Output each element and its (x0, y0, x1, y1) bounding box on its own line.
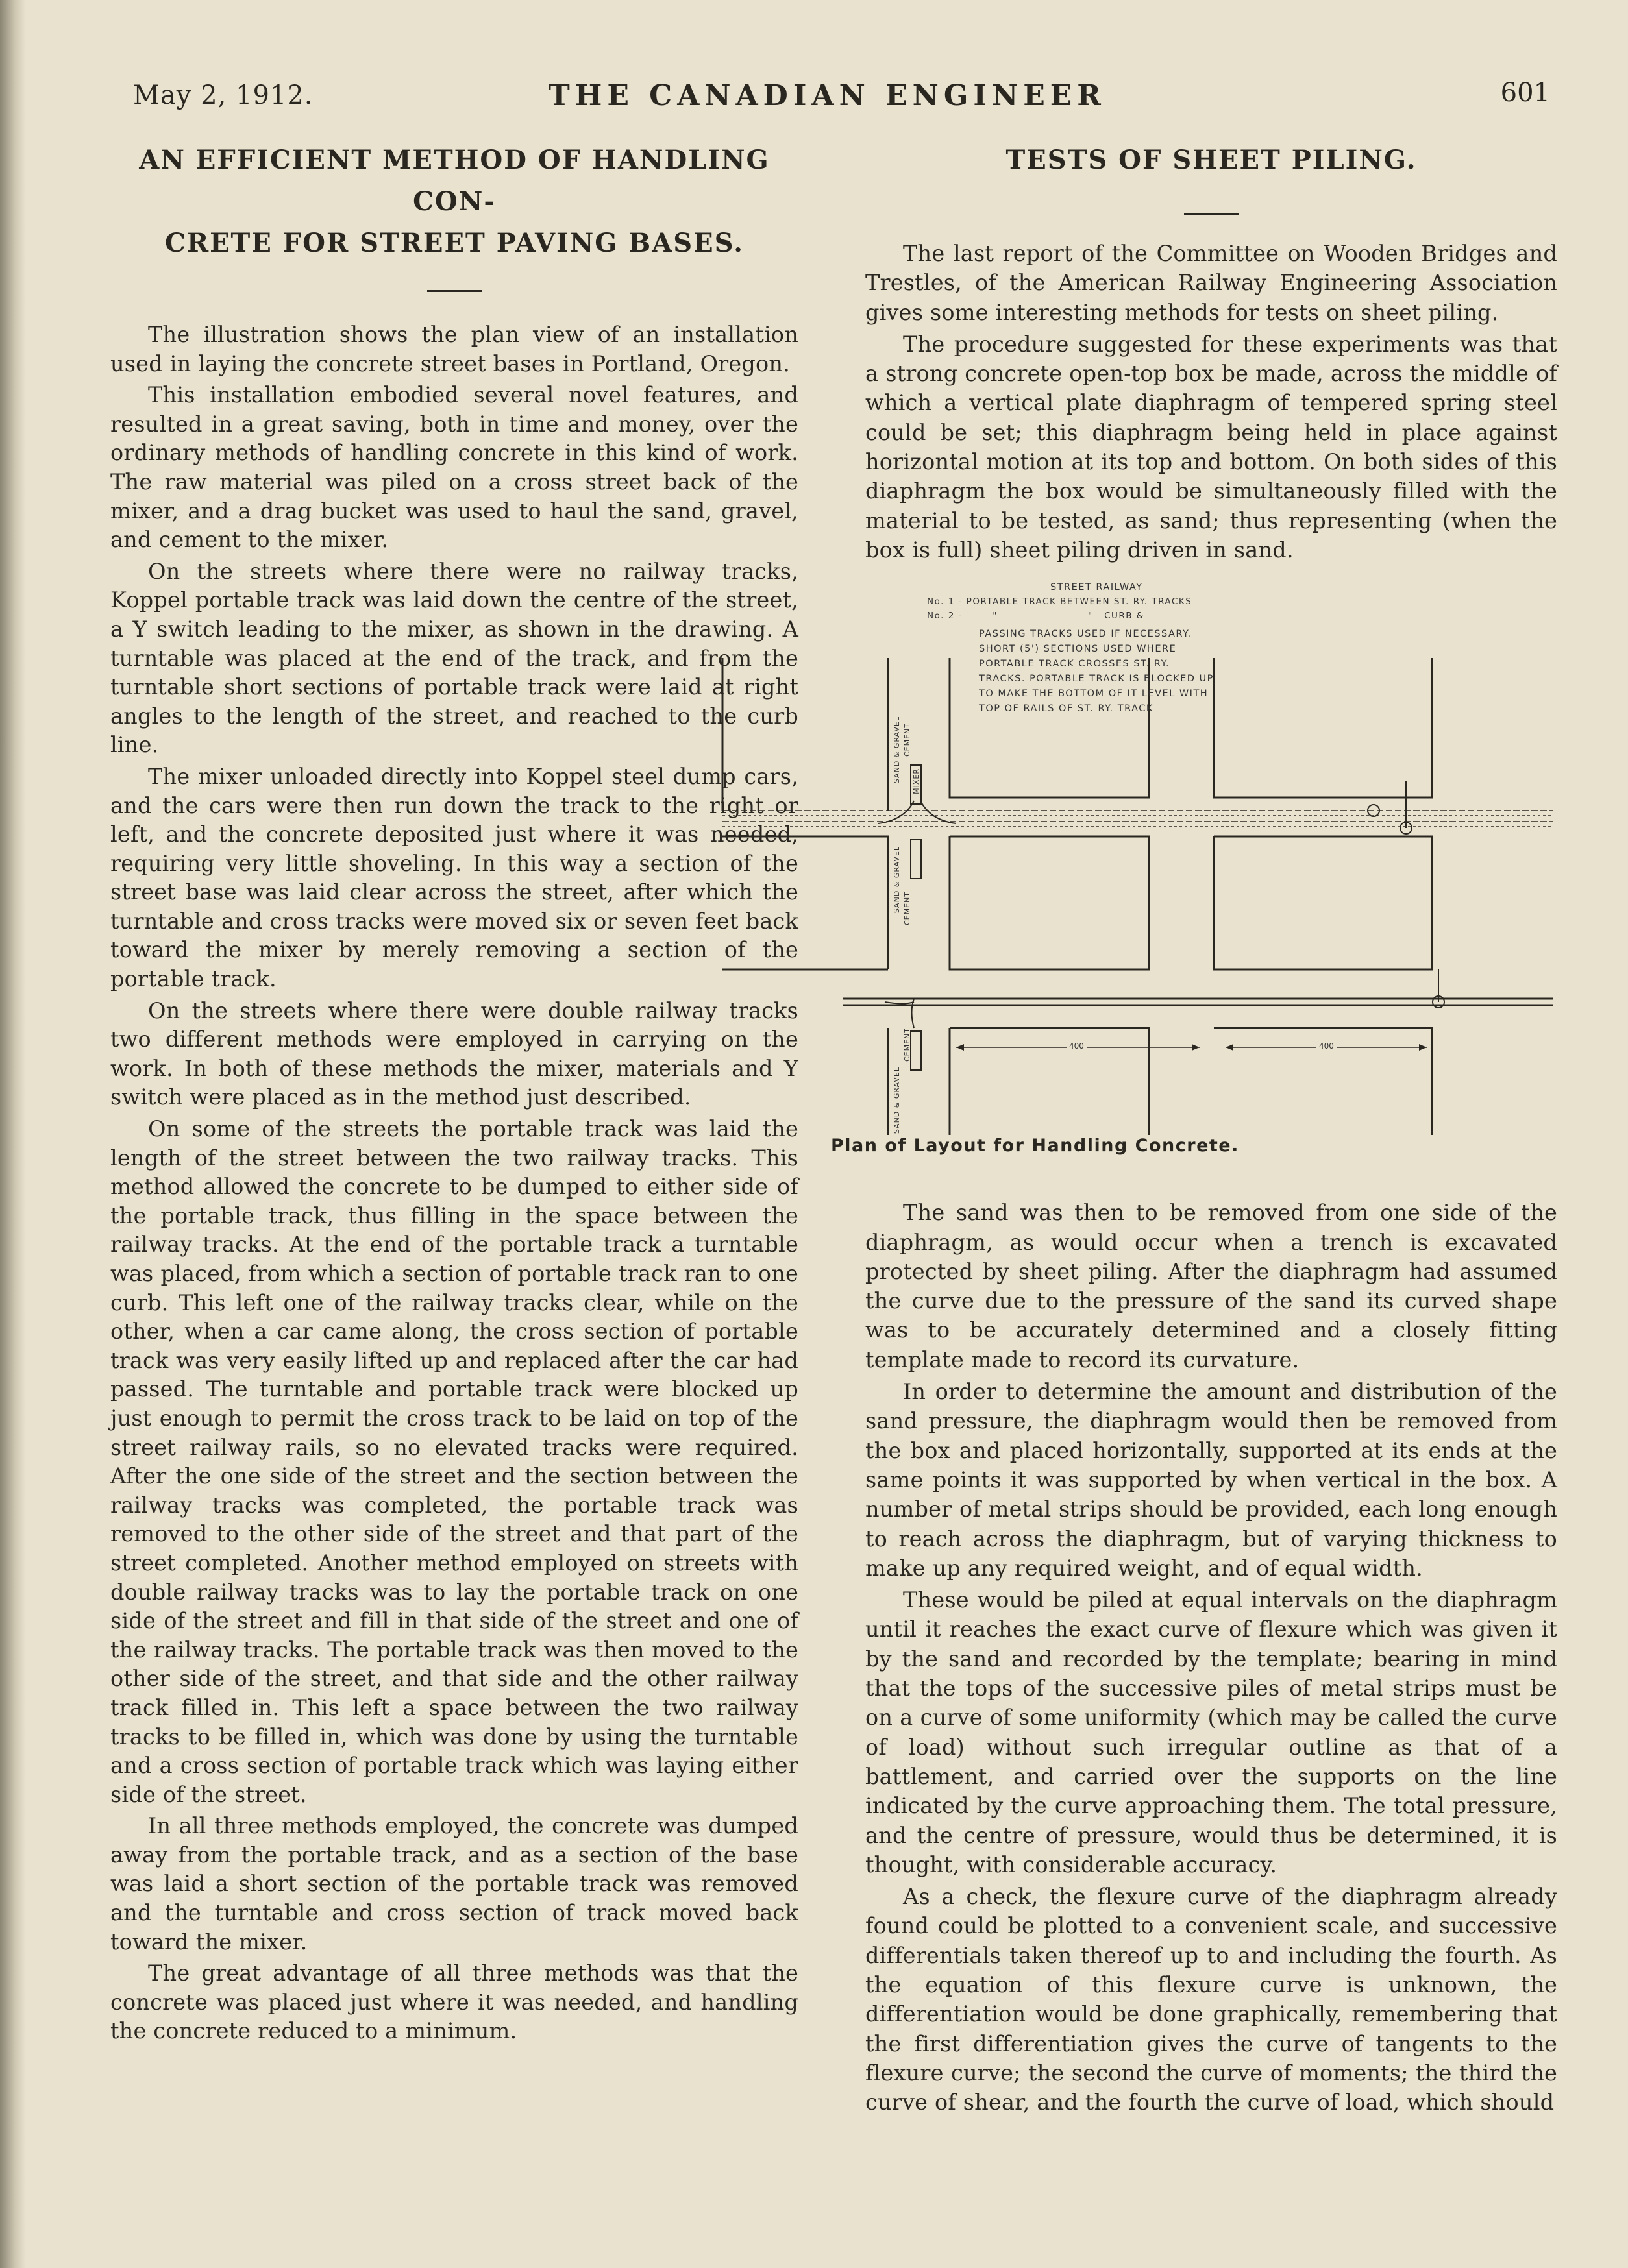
paragraph: As a check, the flexure curve of the diaphragm already found could be plotted to a convenient scale, and successive differentials taken thereof up to and including the fourth. As the equation of this flexure curve is unknown, the differentiation would be done graphically, remembering that the first differentiation gives the curve of tangents to the flexure curve; the second the curve of moments; the third the curve of shear, and the fourth the curve of load, which should (865, 1884, 1557, 2116)
legend-title: STREET RAILWAY (1050, 582, 1143, 593)
page-header (133, 73, 1550, 118)
title-rule (1184, 213, 1239, 215)
pile-label-cement: CEMENT (903, 892, 911, 926)
paragraph: The last report of the Committee on Wooden Bridges and Trestles, of the American Railway Engineering Association gives some interesting methods for tests on sheet piling. (865, 241, 1557, 325)
journal-title: THE CANADIAN ENGINEER (549, 79, 1106, 112)
paragraph: In order to determine the amount and distribution of the sand pressure, the diaphragm would then be removed from the box and placed horizontally, supported at its ends at the same points it was supported by when vertical in the box. A number of metal strips should be provided, each long enough to reach across the diaphragm, but of varying thickness to make up any required weight, and of equal width. (865, 1379, 1557, 1581)
mixer-label: MIXER (912, 768, 920, 795)
paragraph: On some of the streets the portable track was laid the length of the street between the two railway tracks. This method allowed the concrete to be dumped to either side of the portable track, thus filling in the space between the railway tracks. At the end of the portable track a turntable was placed, from which a section of portable track ran to one curb. This left one of the railway tracks clear, while on the other, when a car came along, the cross section of portable track was very easily lifted up and replaced after the car had passed. The turntable and portable track were blocked up just enough to permit the cross track to be laid on top of the street railway rails, so no elevated tracks were required. After the one side of the street and the section between the railway tracks was completed, the portable track was removed to the other side of the street and that part of the street completed. Another method employed on streets with double railway tracks was to lay the portable track on one side of the street and fill in that side of the street and one of the railway tracks. The portable track was then moved to the other side of the street, and that side and the other railway track filled in. This left a space between the two railway tracks to be filled in, which was done by using the turntable and a cross section of portable track which was laying either side of the street. (110, 1116, 798, 1807)
title-rule (427, 290, 482, 292)
dimension-label: 400 (1067, 1042, 1087, 1051)
paragraph: The procedure suggested for these experiments was that a strong concrete open-top box be made, across the middle of which a vertical plate diaphragm of tempered spring steel could be set; this diaphragm being held in place against horizontal motion at its top and bottom. On both sides of this diaphragm the box would be simultaneously filled with the material to be tested, as sand; thus representing (when the box is full) sheet piling driven in sand. (865, 331, 1557, 563)
paragraph: These would be piled at equal intervals on the diaphragm until it reaches the exact curve of flexure which was given it by the sand and recorded by the template; bearing in mind that the tops of the successive piles of metal strips must be on a curve of some uniformity (which may be called the curve of load) without such irregular outline as that of a battlement, and carried over the supports on the line indicated by the curve approaching them. The total pressure, and the centre of pressure, would thus be determined, it is thought, with considerable accuracy. (865, 1587, 1557, 1877)
pile-label-sand: SAND & GRAVEL (893, 846, 901, 914)
pile-label-cement: CEMENT (903, 1028, 911, 1062)
pile-label-cement: CEMENT (903, 723, 911, 757)
paragraph: The sand was then to be removed from one side of the diaphragm, as would occur when a trench is excavated protected by sheet piling. After the diaphragm had assumed the curve due to the pressure of the sand its curved shape was to be accurately determined and a closely fitting template made to record its curvature. (865, 1200, 1557, 1372)
issue-date: May 2, 1912. (133, 80, 314, 110)
paragraph: On the streets where there were double railway tracks two different methods were employed in carrying on the work. In both of these methods the mixer, materials and Y switch were placed as in the method just described. (110, 997, 798, 1110)
legend-line-1: No. 1 - PORTABLE TRACK BETWEEN ST. RY. TRACKS (927, 596, 1192, 607)
page-number: 601 (1500, 78, 1550, 108)
article-title-concrete (110, 140, 798, 264)
diagram-note: PASSING TRACKS USED IF NECESSARY. SHORT (5') SECTIONS USED WHERE PORTABLE TRACK CROSSES ST. RY. TRACKS. PORTABLE TRACK IS BLOCKED UP TO MAKE THE BOTTOM OF IT LEVEL WITH TOP OF RAILS OF ST. RY. TRACK (979, 629, 1214, 714)
paragraph: In all three methods employed, the concrete was dumped away from the portable track, and as a section of the base was laid a short section of the portable track was removed and the turntable and cross section of track moved back toward the mixer. (110, 1813, 798, 1955)
right-column-article (831, 140, 1557, 2117)
article-title-line-2: CRETE FOR STREET PAVING BASES. (164, 228, 744, 258)
article-title-sheet-piling: TESTS OF SHEET PILING. (1005, 145, 1417, 175)
legend-line-2: No. 2 - " " CURB & (927, 611, 1144, 622)
paragraph: The illustration shows the plan view of an installation used in laying the concrete street bases in Portland, Oregon. (110, 322, 798, 376)
page-binding-shadow (0, 0, 26, 2268)
pile-label-sand: SAND & GRAVEL (893, 1067, 901, 1134)
figure-caption: Plan of Layout for Handling Concrete. (831, 1136, 1239, 1156)
pile-label-sand: SAND & GRAVEL (893, 716, 901, 784)
layout-plan-figure (716, 580, 1553, 1164)
paragraph: The mixer unloaded directly into Koppel steel dump cars, and the cars were then run down the track to the right or left, and the concrete deposited just where it was needed, requiring very little shoveling. In this way a section of the street base was laid clear across the street, after which the turntable and cross tracks were moved six or seven feet back toward the mixer by merely removing a section of the portable track. (110, 763, 798, 992)
paragraph: The great advantage of all three methods was that the concrete was placed just where it was needed, and handling the concrete reduced to a minimum. (110, 1960, 798, 2044)
left-column-article (110, 140, 798, 2046)
paragraph: On the streets where there were no railway tracks, Koppel portable track was laid down the centre of the street, a Y switch leading to the mixer, as shown in the drawing. A turntable was placed at the end of the track, and from the turntable short sections of portable track were laid at right angles to the length of the street, and reached to the curb line. (110, 558, 798, 758)
paragraph: This installation embodied several novel features, and resulted in a great saving, both in time and money, over the ordinary methods of handling concrete in this kind of work. The raw material was piled on a cross street back of the mixer, and a drag bucket was used to haul the sand, gravel, and cement to the mixer. (110, 382, 798, 553)
article-title-line-1: AN EFFICIENT METHOD OF HANDLING CON- (139, 145, 770, 217)
dimension-label: 400 (1316, 1042, 1337, 1051)
